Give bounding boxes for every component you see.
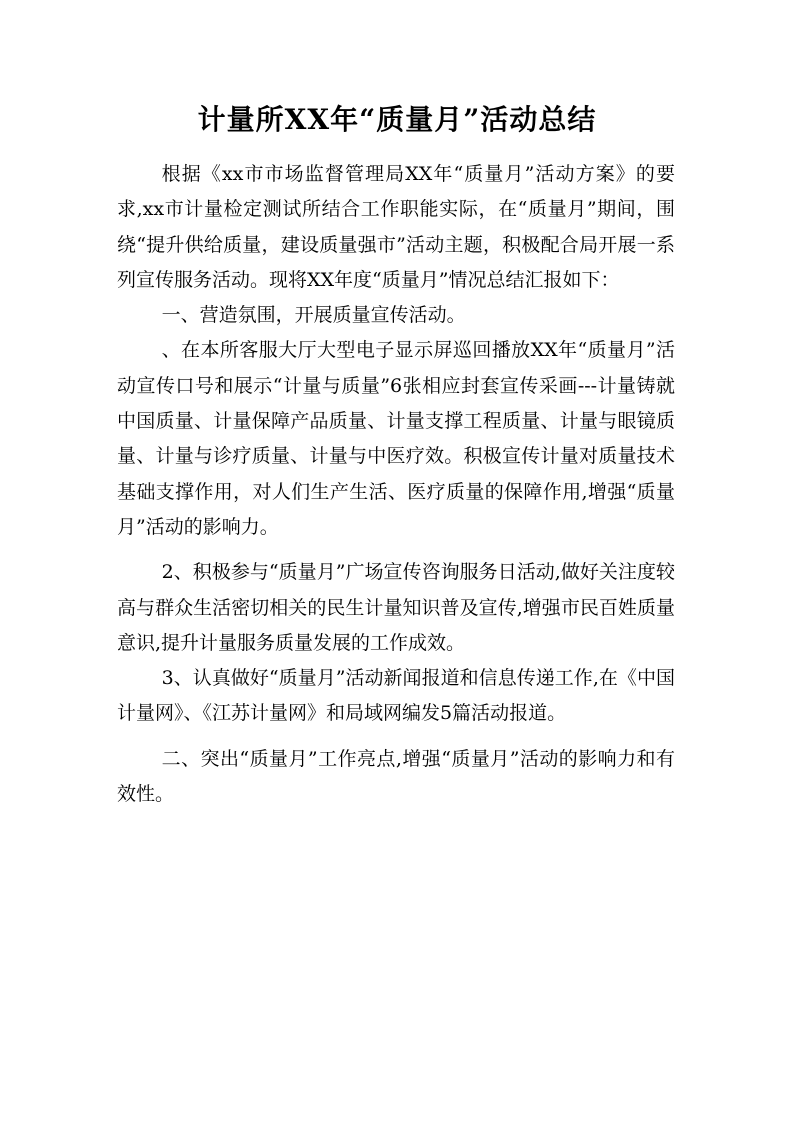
intro-paragraph: 根据《xx市市场监督管理局XX年“质量月”活动方案》的要求,xx市计量检定测试所结合工作职能实际，在“质量月”期间，围绕“提升供给质量，建设质量强市”活动主题，积极配合局开展一系列宣传服务活动。现将XX年度“质量月”情况总结汇报如下： [117,163,675,291]
document-title: 计量所XX年“质量月”活动总结 [197,103,597,136]
document-body [117,157,675,812]
section-heading-2: 二、突出“质量月”工作亮点,增强“质量月”活动的影响力和有效性。 [117,747,675,806]
item-paragraph-3: 3、认真做好“质量月”活动新闻报道和信息传递工作,在《中国计量网》、《江苏计量网》和局域网编发5篇活动报道。 [117,667,675,725]
section-heading-1: 一、营造氛围，开展质量宣传活动。 [161,304,466,327]
item-paragraph-1: 、在本所客服大厅大型电子显示屏巡回播放XX年“质量月”活动宣传口号和展示“计量与质量”6张相应封套宣传采画---计量铸就中国质量、计量保障产品质量、计量支撑工程质量、计量与眼镜质量、计量与诊疗质量、计量与中医疗效。积极宣传计量对质量技术基础支撑作用，对人们生产生活、医疗质量的保障作用,增强“质量月”活动的影响力。 [117,339,675,538]
item-paragraph-2: 2、积极参与“质量月”广场宣传咨询服务日活动,做好关注度较高与群众生活密切相关的民生计量知识普及宣传,增强市民百姓质量意识,提升计量服务质量发展的工作成效。 [117,561,675,654]
